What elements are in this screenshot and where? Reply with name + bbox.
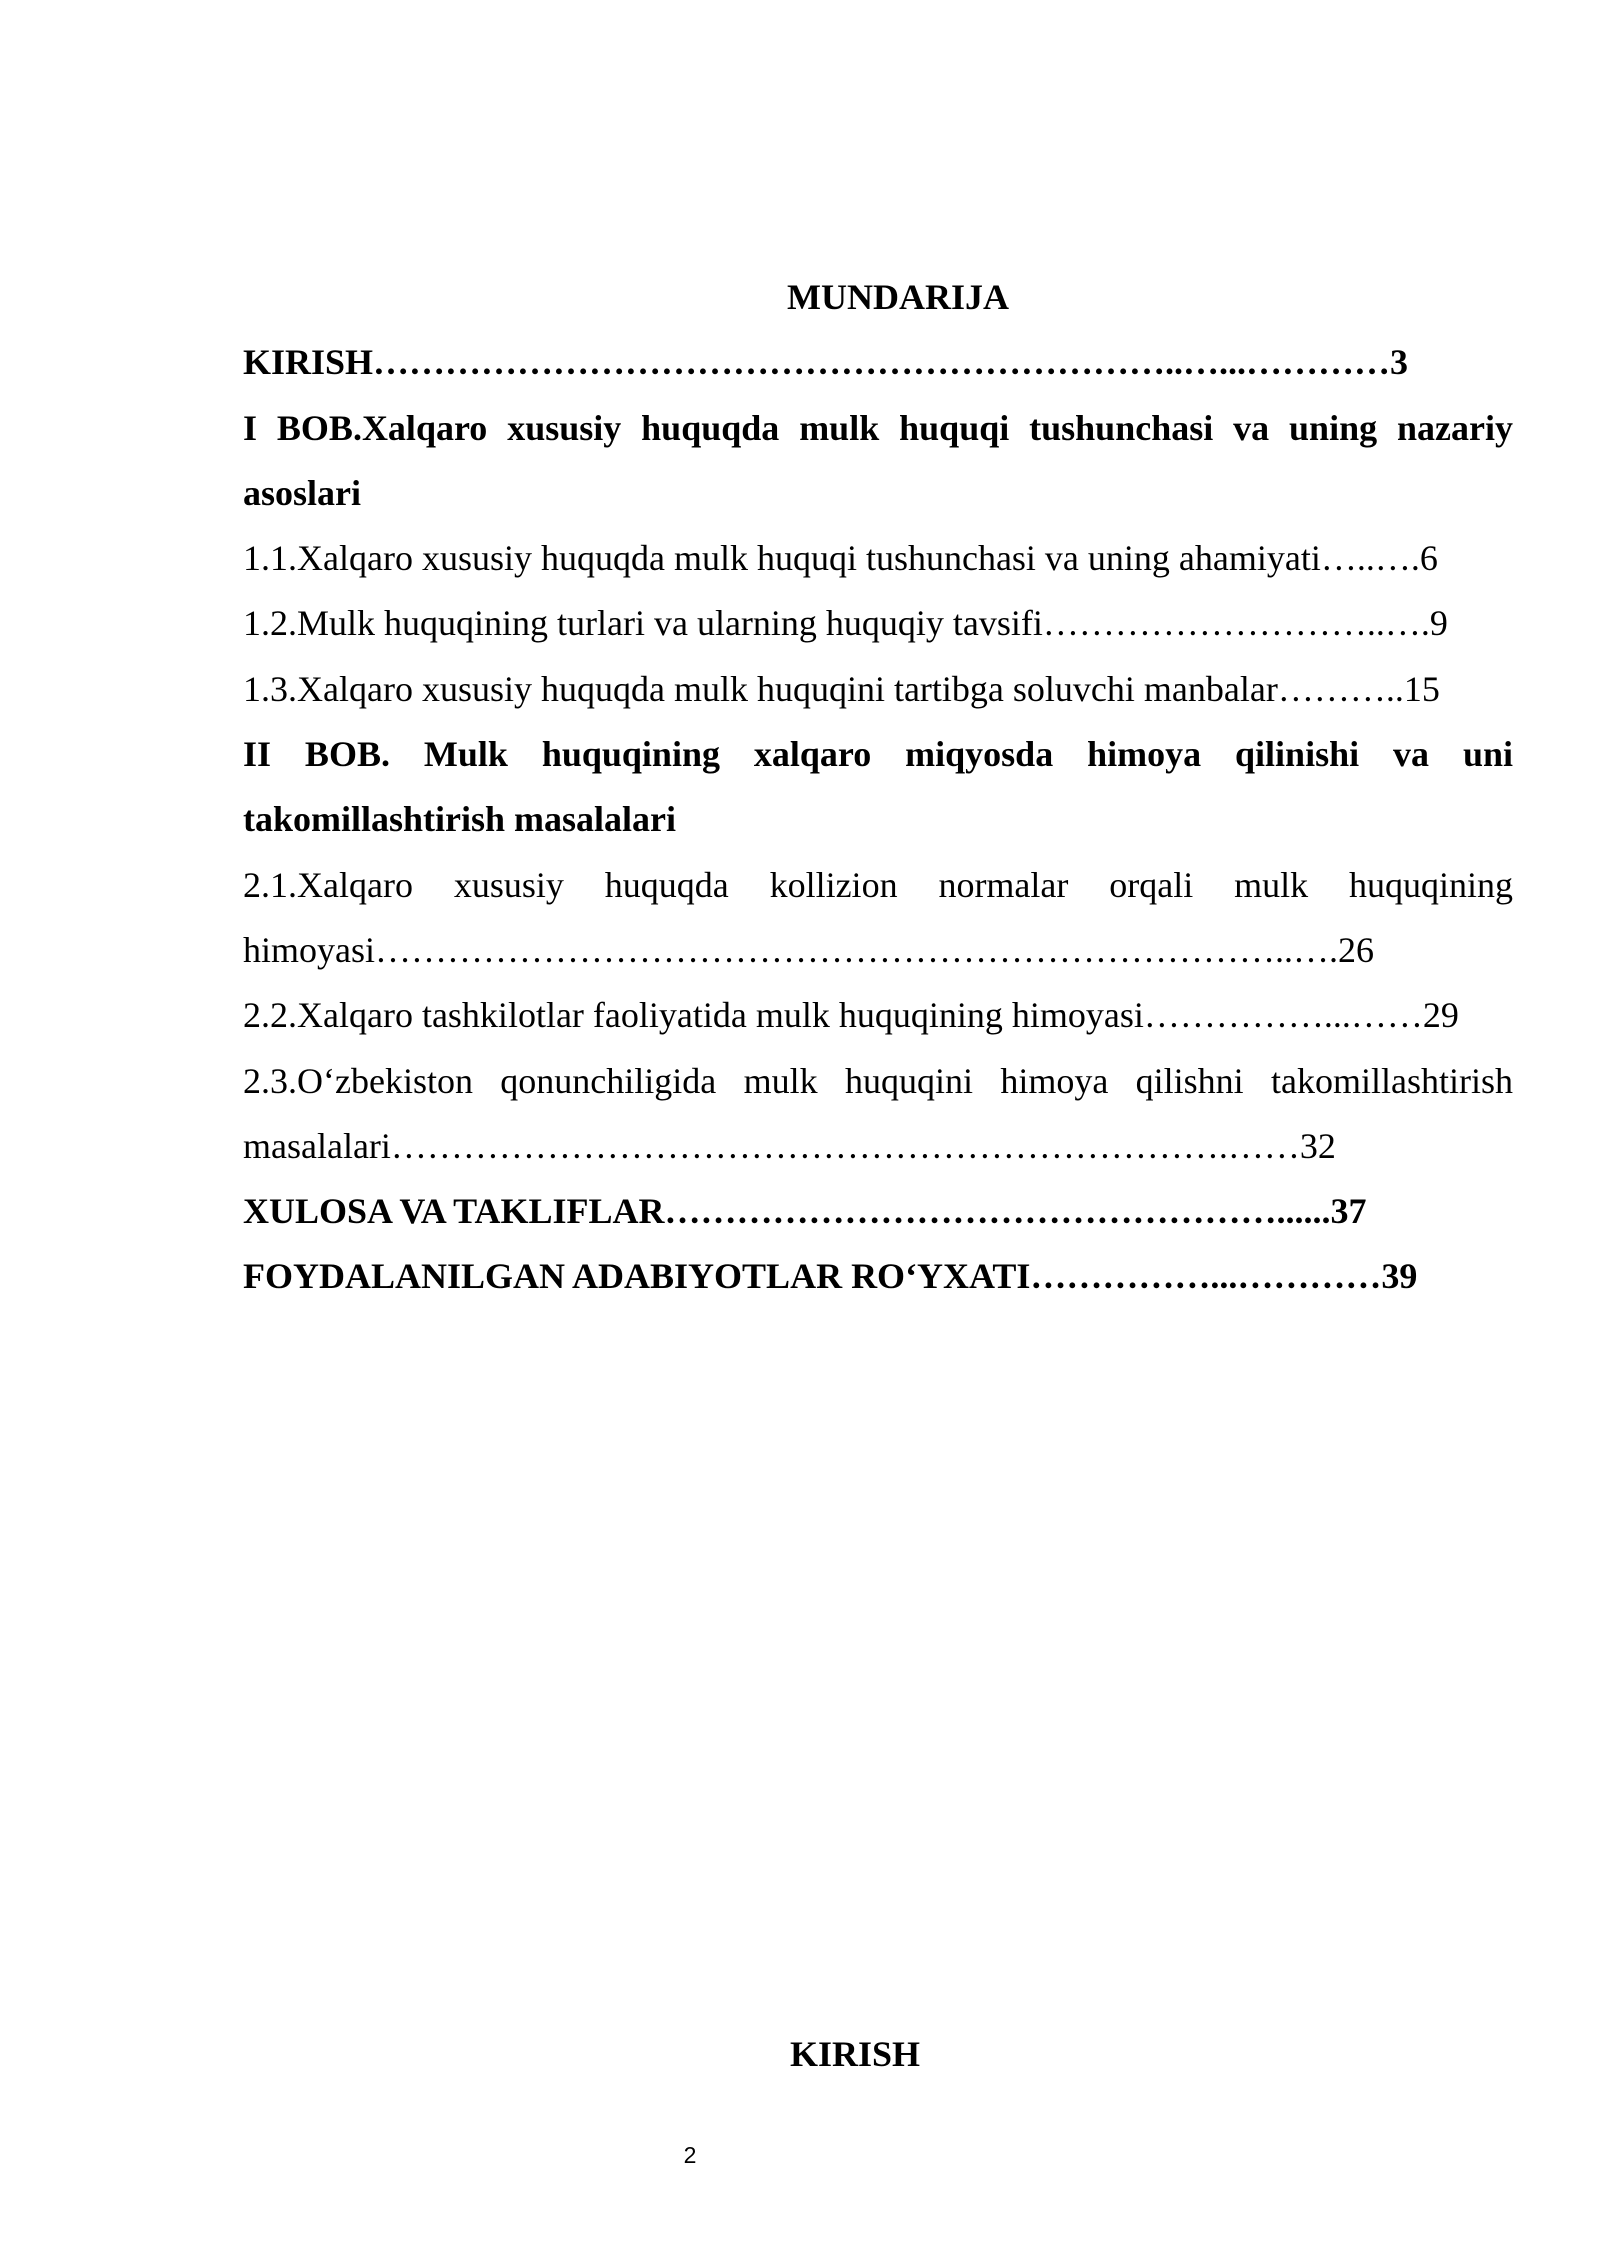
toc-title: MUNDARIJA bbox=[787, 277, 1009, 317]
toc-entry-kirish: KIRISH…………………………………………………………..…...…………3 bbox=[243, 342, 1409, 383]
page-number: 2 bbox=[683, 2142, 697, 2168]
toc-entry-conclusion: XULOSA VA TAKLIFLAR……………………………………………......37 bbox=[243, 1191, 1367, 1232]
toc-entry-references: FOYDALANILGAN ADABIYOTLAR RO‘YXATI……………...…………39 bbox=[243, 1256, 1418, 1297]
toc-entry-1-1: 1.1.Xalqaro xususiy huquqda mulk huquqi tushunchasi va uning ahamiyati…..….6 bbox=[243, 538, 1438, 579]
toc-entry-chapter-1: I BOB.Xalqaro xususiy huquqda mulk huquqi tushunchasi va uning nazariy asoslari bbox=[243, 407, 1513, 513]
toc-entry-2-3: 2.3.O‘zbekiston qonunchiligida mulk huquqini himoya qilishni takomillashtirish masalalari…………………………………………………………….……32 bbox=[243, 1060, 1513, 1166]
toc-entry-2-2: 2.2.Xalqaro tashkilotlar faoliyatida mulk huquqining himoyasi……………...……29 bbox=[243, 995, 1459, 1036]
toc-entry-chapter-2: II BOB. Mulk huquqining xalqaro miqyosda himoya qilinishi va uni takomillashtirish masalalari bbox=[243, 734, 1513, 840]
section-heading-kirish: KIRISH bbox=[789, 2034, 921, 2074]
table-of-contents bbox=[243, 265, 1513, 1310]
toc-entry-1-3: 1.3.Xalqaro xususiy huquqda mulk huquqini tartibga soluvchi manbalar………..15 bbox=[243, 668, 1440, 709]
toc-entry-1-2: 1.2.Mulk huquqining turlari va ularning huquqiy tavsifi………………………..….9 bbox=[243, 603, 1448, 644]
toc-entry-2-1: 2.1.Xalqaro xususiy huquqda kollizion normalar orqali mulk huquqining himoyasi…………………………………………………………………..….26 bbox=[243, 864, 1513, 970]
